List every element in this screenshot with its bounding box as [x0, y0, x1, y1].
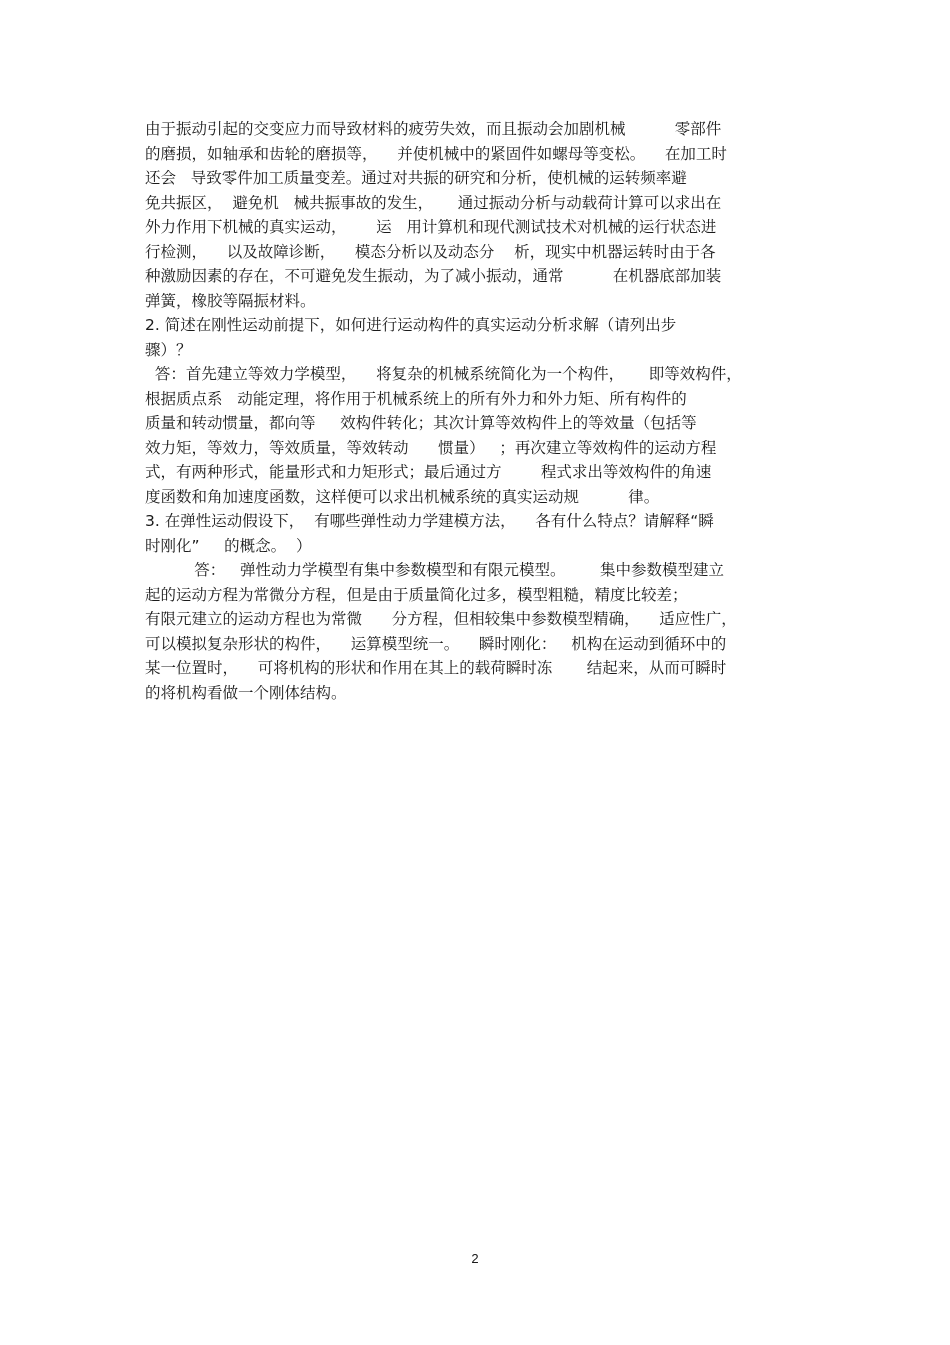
text-line: 外力作用下机械的真实运动， 运 用计算机和现代测试技术对机械的运行状态进: [145, 218, 717, 236]
text-line: 种激励因素的存在，不可避免发生振动，为了减小振动，通常 在机器底部加装: [145, 267, 722, 285]
text-line: 由于振动引起的交变应力而导致材料的疲劳失效，而且振动会加剧机械 零部件: [145, 120, 722, 138]
answer-3-line: 有限元建立的运动方程也为常微 分方程，但相较集中参数模型精确， 适应性广，: [145, 610, 737, 628]
answer-2-line: 式，有两种形式，能量形式和力矩形式；最后通过方 程式求出等效构件的角速: [145, 463, 712, 481]
answer-2-line: 质量和转动惯量，都向等 效构件转化；其次计算等效构件上的等效量（包括等: [145, 414, 697, 432]
answer-3-line: 的将机构看做一个刚体结构。: [145, 683, 347, 702]
answer-2-line: 效力矩，等效力，等效质量，等效转动 惯量） ；再次建立等效构件的运动方程: [145, 438, 717, 457]
text-line: 弹簧，橡胶等隔振材料。: [145, 291, 316, 310]
text-line: 还会 导致零件加工质量变差。通过对共振的研究和分析，使机械的运转频率避: [145, 169, 687, 187]
body-text: [145, 117, 810, 705]
text-line: 的磨损，如轴承和齿轮的磨损等， 并使机械中的紧固件如螺母等变松。 在加工时: [145, 144, 727, 163]
question-2-line: 骤）？: [145, 340, 192, 359]
answer-3-line: 起的运动方程为常微分方程，但是由于质量简化过多，模型粗糙，精度比较差；: [145, 585, 688, 604]
answer-2-line: 根据质点系 动能定理，将作用于机械系统上的所有外力和外力矩、所有构件的: [145, 389, 687, 408]
answer-2-line: 度函数和角加速度函数，这样便可以求出机械系统的真实运动规 律。: [145, 487, 660, 506]
question-2-line: 2. 简述在刚性运动前提下，如何进行运动构件的真实运动分析求解（请列出步: [145, 316, 677, 334]
text-line: 行检测， 以及故障诊断， 模态分析以及动态分 析，现实中机器运转时由于各: [145, 242, 716, 261]
answer-3-line: 可以模拟复杂形状的构件， 运算模型统一。 瞬时刚化： 机构在运动到循环中的: [145, 634, 727, 653]
question-3-line: 时刚化” 的概念。 ）: [145, 536, 312, 555]
answer-3-line: 某一位置时， 可将机构的形状和作用在其上的载荷瞬时冻 结起来，从而可瞬时: [145, 659, 727, 677]
page-number: 2: [471, 1251, 479, 1266]
answer-2-line: 答：首先建立等效力学模型， 将复杂的机械系统简化为一个构件， 即等效构件，: [145, 365, 742, 383]
question-3-line: 3. 在弹性运动假设下， 有哪些弹性动力学建模方法， 各有什么特点？请解释“瞬: [145, 512, 714, 530]
text-line: 免共振区， 避免机 械共振事故的发生， 通过振动分析与动载荷计算可以求出在: [145, 193, 722, 212]
answer-3-line: 答： 弹性动力学模型有集中参数模型和有限元模型。 集中参数模型建立: [145, 561, 725, 579]
